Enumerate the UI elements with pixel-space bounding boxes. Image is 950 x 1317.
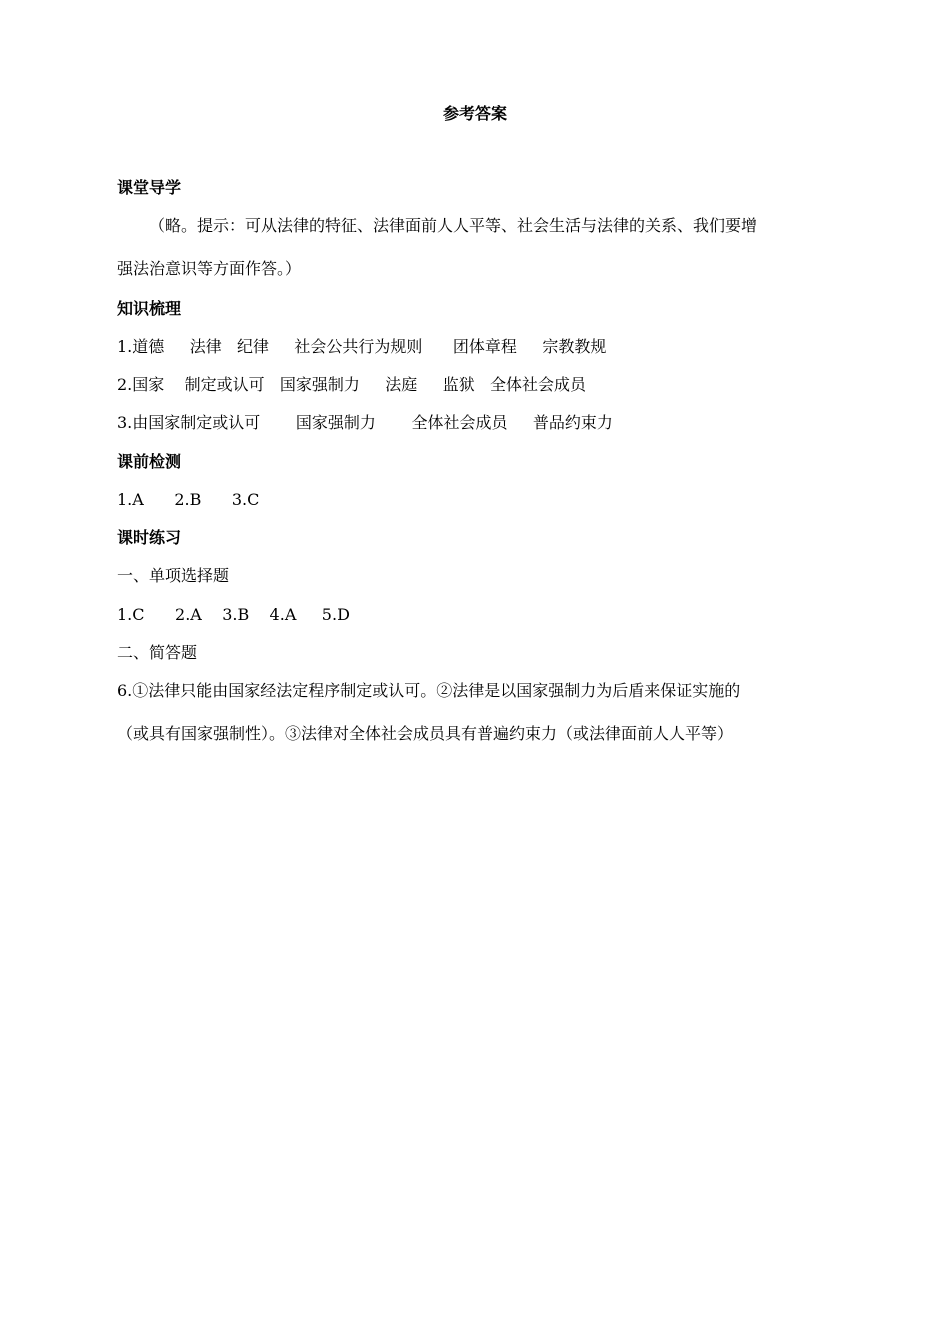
classroom-guide-paragraph-line-2: 强法治意识等方面作答。） — [117, 259, 302, 278]
section-heading-pre-class-test: 课前检测 — [117, 452, 182, 471]
pre-class-test-answers: 1.A 2.B 3.C — [117, 490, 260, 509]
page-title: 参考答案 — [442, 104, 507, 123]
section-heading-classroom-guide: 课堂导学 — [117, 178, 182, 197]
part1-title: 一、单项选择题 — [117, 566, 230, 585]
part2-title: 二、简答题 — [117, 643, 198, 662]
section-heading-lesson-practice: 课时练习 — [117, 528, 182, 547]
knowledge-review-item-3: 3.由国家制定或认可 国家强制力 全体社会成员 普品约束力 — [117, 413, 613, 432]
classroom-guide-paragraph-line-1: （略。提示：可从法律的特征、法律面前人人平等、社会生活与法律的关系、我们要增 — [149, 216, 758, 235]
question-6-answer-line-2: （或具有国家强制性）。③法律对全体社会成员具有普遍约束力（或法律面前人人平等） — [117, 724, 734, 743]
section-heading-knowledge-review: 知识梳理 — [117, 299, 182, 318]
question-6-answer-line-1: 6.①法律只能由国家经法定程序制定或认可。②法律是以国家强制力为后盾来保证实施的 — [117, 681, 741, 700]
knowledge-review-item-1: 1.道德 法律 纪律 社会公共行为规则 团体章程 宗教教规 — [117, 337, 607, 356]
part1-answers: 1.C 2.A 3.B 4.A 5.D — [117, 605, 350, 624]
knowledge-review-item-2: 2.国家 制定或认可 国家强制力 法庭 监狱 全体社会成员 — [117, 375, 586, 394]
